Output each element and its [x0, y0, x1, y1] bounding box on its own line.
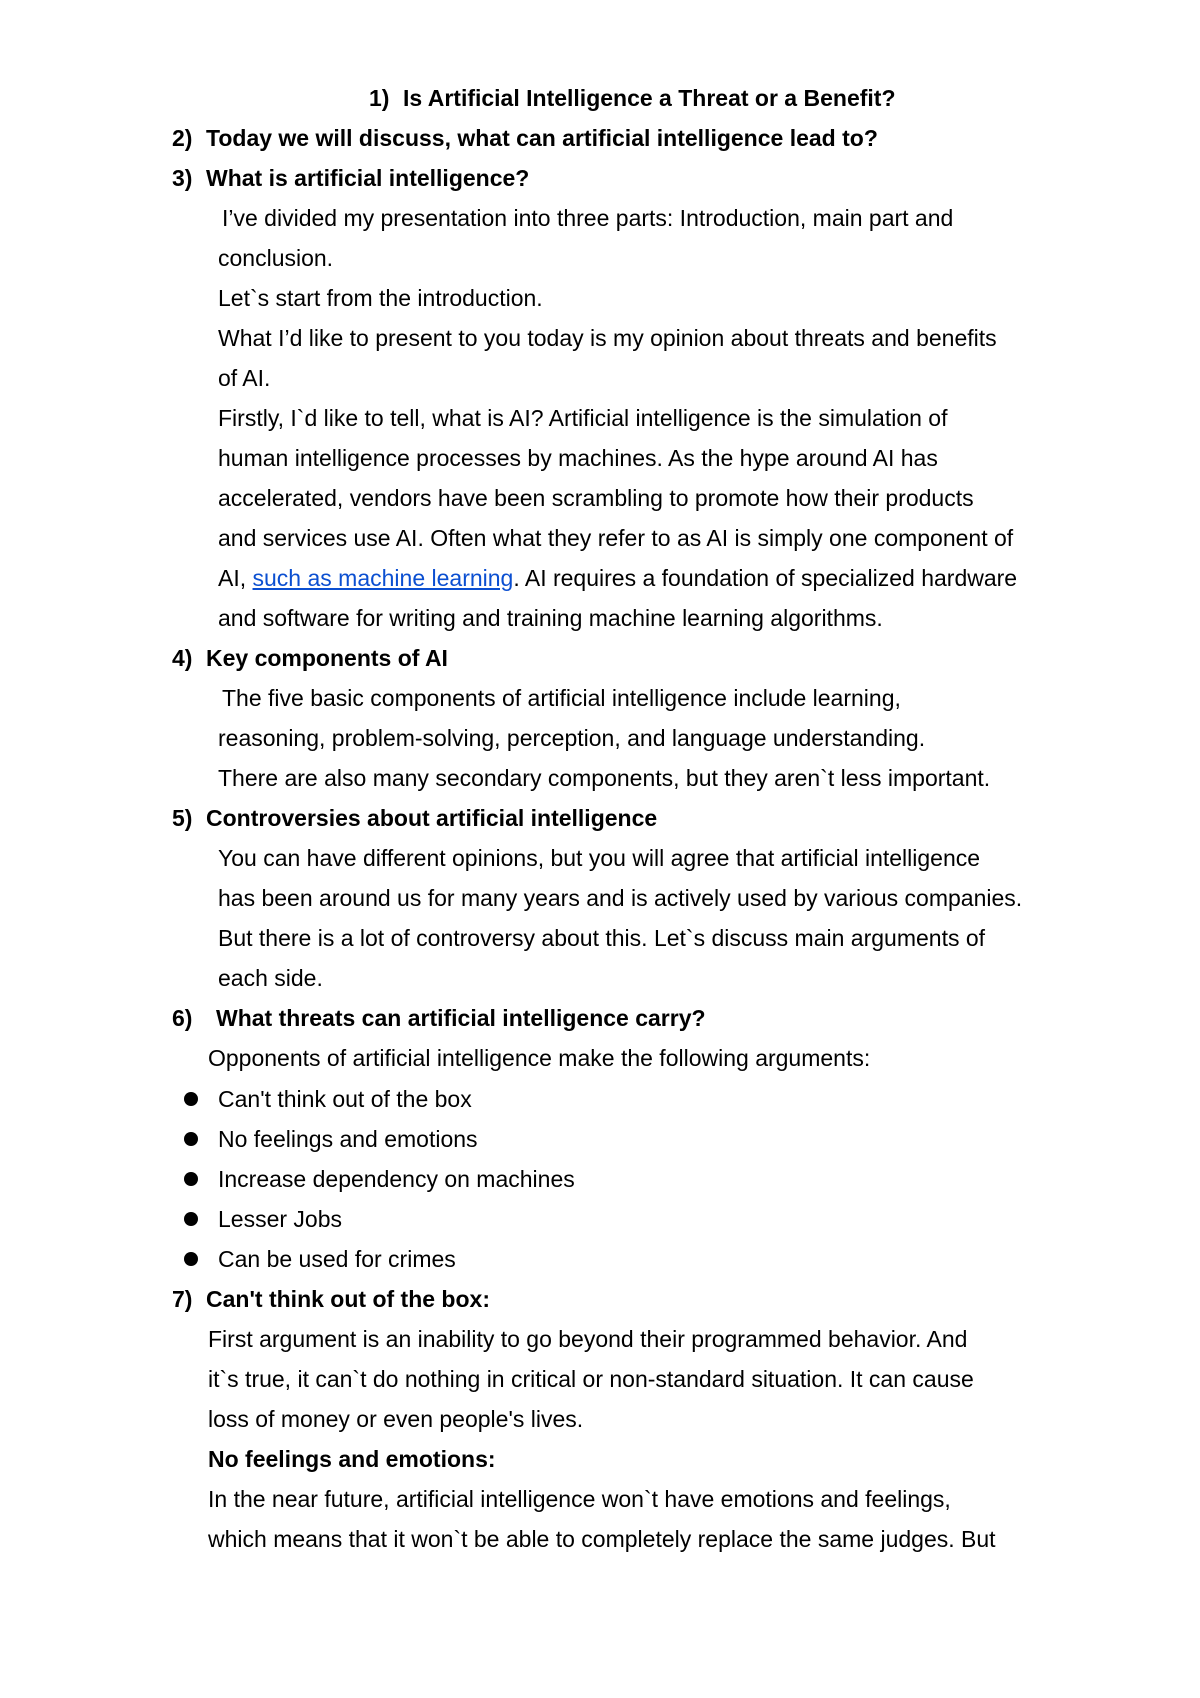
bullet-dot-icon: [184, 1092, 198, 1106]
list-item: Increase dependency on machines: [218, 1166, 575, 1192]
paragraph-line: loss of money or even people's lives.: [208, 1406, 584, 1432]
paragraph-line: I’ve divided my presentation into three parts: Introduction, main part and: [222, 205, 954, 231]
item-number: 1): [369, 85, 390, 111]
paragraph-line: Firstly, I`d like to tell, what is AI? Artificial intelligence is the simulation of: [218, 405, 948, 431]
item-number: 6): [172, 1005, 193, 1031]
paragraph-line: has been around us for many years and is actively used by various companies.: [218, 885, 1023, 911]
bullet-dot-icon: [184, 1252, 198, 1266]
section-6-title: [172, 1004, 706, 1032]
section-title-text: What is artificial intelligence?: [206, 165, 530, 191]
paragraph-line: conclusion.: [218, 245, 334, 271]
text-fragment: . AI requires a foundation of specialized hardware: [513, 565, 1018, 591]
document-title: [369, 84, 896, 112]
section-title-text: Today we will discuss, what can artificial intelligence lead to?: [206, 125, 878, 151]
item-number: 2): [172, 125, 193, 151]
list-item: No feelings and emotions: [218, 1126, 478, 1152]
paragraph-line: which means that it won`t be able to completely replace the same judges. But: [208, 1526, 996, 1552]
paragraph-line: Let`s start from the introduction.: [218, 285, 543, 311]
paragraph-line: it`s true, it can`t do nothing in critical or non-standard situation. It can cause: [208, 1366, 974, 1392]
bullet-dot-icon: [184, 1172, 198, 1186]
section-5-title: [172, 804, 657, 832]
paragraph-line: accelerated, vendors have been scrambling to promote how their products: [218, 485, 974, 511]
paragraph-line: You can have different opinions, but you will agree that artificial intelligence: [218, 845, 981, 871]
list-item: Can be used for crimes: [218, 1246, 456, 1272]
paragraph-line: reasoning, problem-solving, perception, and language understanding.: [218, 725, 926, 751]
paragraph-line: Opponents of artificial intelligence make the following arguments:: [208, 1045, 871, 1071]
section-title-text: Can't think out of the box:: [206, 1286, 490, 1312]
bullet-dot-icon: [184, 1212, 198, 1226]
paragraph-line: First argument is an inability to go beyond their programmed behavior. And: [208, 1326, 968, 1352]
item-number: 3): [172, 165, 193, 191]
section-7-title: [172, 1285, 490, 1313]
title-text: Is Artificial Intelligence a Threat or a Benefit?: [403, 85, 896, 111]
paragraph-line: What I’d like to present to you today is my opinion about threats and benefits: [218, 325, 997, 351]
paragraph-line: of AI.: [218, 365, 271, 391]
subsection-title: No feelings and emotions:: [208, 1446, 496, 1472]
paragraph-line: each side.: [218, 965, 323, 991]
paragraph-line: human intelligence processes by machines. As the hype around AI has: [218, 445, 938, 471]
item-number: 4): [172, 645, 193, 671]
paragraph-line: But there is a lot of controversy about this. Let`s discuss main arguments of: [218, 925, 986, 951]
paragraph-line: The five basic components of artificial intelligence include learning,: [222, 685, 901, 711]
section-3-title: [172, 164, 529, 192]
section-title-text: What threats can artificial intelligence carry?: [216, 1005, 706, 1031]
bullet-dot-icon: [184, 1132, 198, 1146]
section-title-text: Controversies about artificial intelligence: [206, 805, 658, 831]
item-number: 7): [172, 1286, 193, 1312]
item-number: 5): [172, 805, 193, 831]
section-4-title: [172, 644, 448, 672]
text-fragment: AI,: [218, 565, 253, 591]
paragraph-line: There are also many secondary components, but they aren`t less important.: [218, 765, 991, 791]
paragraph-line: and software for writing and training machine learning algorithms.: [218, 605, 883, 631]
list-item: Lesser Jobs: [218, 1206, 343, 1232]
section-title-text: Key components of AI: [206, 645, 448, 671]
paragraph-line: In the near future, artificial intelligence won`t have emotions and feelings,: [208, 1486, 951, 1512]
list-item: Can't think out of the box: [218, 1086, 472, 1112]
section-2-title: [172, 124, 878, 152]
paragraph-line: and services use AI. Often what they refer to as AI is simply one component of: [218, 525, 1014, 551]
paragraph-line-with-link: [218, 564, 1017, 592]
machine-learning-link[interactable]: such as machine learning: [252, 565, 514, 591]
